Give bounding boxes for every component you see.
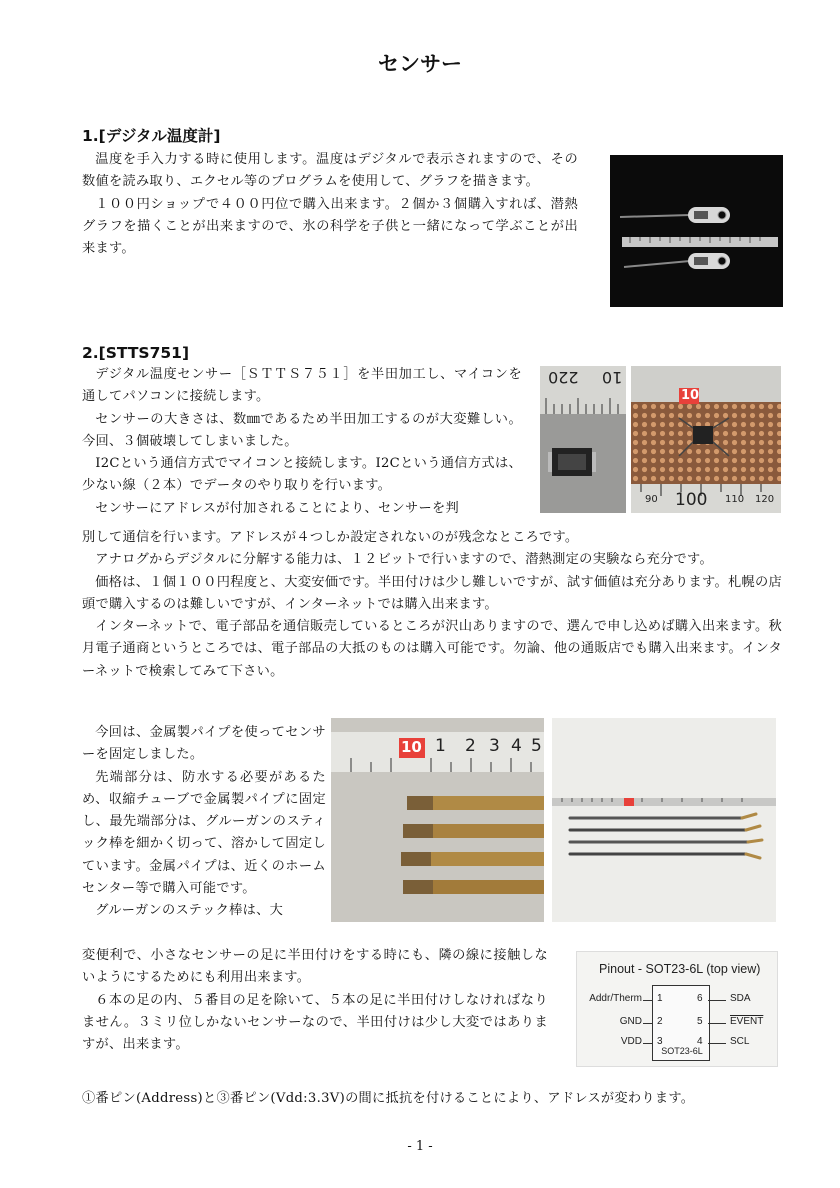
ruler-label: 220 [548, 368, 579, 387]
final-paragraph [82, 1088, 782, 1110]
ruler-label: 90 [645, 494, 658, 505]
paragraph: デジタル温度センサー［ＳＴＴＳ７５１］を半田加工し、マイコンを通してパソコンに接続します。 [82, 367, 522, 405]
pin-number: 6 [697, 993, 703, 1004]
paragraph: アナログからデジタルに分解する能力は、１２ビットで行いますので、潜熱測定の実験なら充分です。 [95, 552, 713, 568]
pin-name-left: Addr/Therm [589, 993, 642, 1004]
ruler-label: 1 [435, 736, 446, 756]
section-2-text-full [82, 527, 782, 683]
section-2-text-narrow [82, 364, 522, 520]
paragraph: 今回は、金属製パイプを使ってセンサーを固定しました。 [82, 725, 326, 763]
soldered-sensor-photo [631, 366, 781, 513]
pin-name-right: SDA [730, 993, 751, 1004]
sensor-chip-drawing [540, 366, 626, 513]
ruler-label: 10 [602, 368, 623, 387]
paragraph: １００円ショップで４００円位で購入出来ます。２個か３個購入すれば、潜熱グラフを描くことが出来ますので、氷の科学を子供と一緒になって学ぶことが出来ます。 [82, 196, 578, 257]
ruler-label: 10 [681, 388, 700, 403]
section-1-text [82, 149, 578, 260]
metal-pipes-photo [552, 718, 776, 922]
pipe-text-column [82, 722, 326, 923]
pin-line-left [643, 1000, 652, 1001]
pin-name-left: VDD [620, 1036, 642, 1047]
paragraph: グルーガンのステック棒は、大 [95, 903, 284, 919]
section-2-heading: 2.[STTS751] [82, 344, 190, 362]
ruler-label: 120 [755, 494, 775, 505]
pin-number: 4 [697, 1036, 703, 1047]
thermometer-photo-drawing [610, 155, 783, 307]
ruler-label: 3 [489, 736, 500, 756]
pin-number: 3 [657, 1036, 663, 1047]
pin-name-left: GND [619, 1016, 642, 1027]
pin-line-left [643, 1023, 652, 1024]
paragraph: 温度を手入力する時に使用します。温度はデジタルで表示されますので、その数値を読み取り、エクセル等のプログラムを使用して、グラフを描きます。 [82, 152, 578, 190]
pin-name-right: EVENT [730, 1016, 764, 1027]
glue-text-continue [82, 945, 548, 1056]
ruler-label: 100 [675, 490, 708, 510]
pinout-title: Pinout - SOT23-6L (top view) [599, 962, 761, 976]
ruler-label: 10 [401, 738, 422, 756]
pin-line-right [708, 1023, 726, 1024]
ruler-label: 4 [511, 736, 522, 756]
paragraph: ６本の足の内、５番目の足を除いて、５本の足に半田付けしなければなりません。３ミリ位しかないセンサーなので、半田付けは少し大変ではありますが、出来ます。 [82, 992, 548, 1053]
metal-pipes-drawing [552, 718, 776, 922]
thermometer-photo [610, 155, 783, 307]
paragraph: センサーにアドレスが付加されることにより、センサーを判 [95, 500, 459, 516]
ruler-label: 110 [725, 494, 745, 505]
pin-number: 1 [657, 993, 663, 1004]
paragraph: センサーの大きさは、数㎜であるため半田加工するのが大変難しい。今回、３個破壊してしまいました。 [82, 411, 522, 449]
page-number: - 1 - [407, 1139, 433, 1154]
pin-line-right [708, 1000, 726, 1001]
pin-number: 2 [657, 1016, 663, 1027]
paragraph: 価格は、１個１００円程度と、大変安価です。半田付けは少し難しいですが、試す価値は充分あります。札幌の店頭で購入するのは難しいですが、インターネットでは購入出来ます。 [82, 574, 782, 612]
ruler-label: 5 [531, 736, 542, 756]
paragraph: I2Cという通信方式でマイコンと接続します。I2Cという通信方式は、少ない線（２本）でデータのやり取りを行います。 [82, 456, 522, 494]
brass-pipes-photo [331, 718, 544, 922]
pin-name-right: SCL [730, 1036, 750, 1047]
ruler-label: 2 [465, 736, 476, 756]
paragraph: インターネットで、電子部品を通信販売しているところが沢山ありますので、選んで申し込めば購入出来ます。秋月電子通商というところでは、電子部品の大抵のものは購入可能です。勿論、他の通販店でも購入出来ます。インターネットで検索してみて下さい。 [82, 619, 782, 679]
page-title: センサー [378, 52, 462, 76]
paragraph: 変便利で、小さなセンサーの足に半田付けをする時にも、隣の線に接触しないようにするためにも利用出来ます。 [82, 948, 548, 986]
pin-line-right [708, 1043, 726, 1044]
pin-line-left [643, 1043, 652, 1044]
paragraph: 別して通信を行います。アドレスが４つしか設定されないのが残念なところです。 [82, 530, 579, 545]
paragraph: 先端部分は、防水する必要があるため、収縮チューブで金属製パイプに固定し、最先端部分は、グルーガンのスティック棒を細かく切って、溶かして固定しています。金属パイプは、近くのホームセンター等で購入可能です。 [82, 769, 326, 897]
paragraph: ①番ピン(Address)と③番ピン(Vdd:3.3V)の間に抵抗を付けることにより、アドレスが変わります。 [82, 1091, 695, 1106]
pinout-diagram [576, 951, 778, 1067]
pin-number: 5 [697, 1016, 703, 1027]
section-1-heading: 1.[デジタル温度計] [82, 127, 221, 145]
chip-label: SOT23-6L [661, 1046, 703, 1056]
sensor-chip-photo [540, 366, 626, 513]
